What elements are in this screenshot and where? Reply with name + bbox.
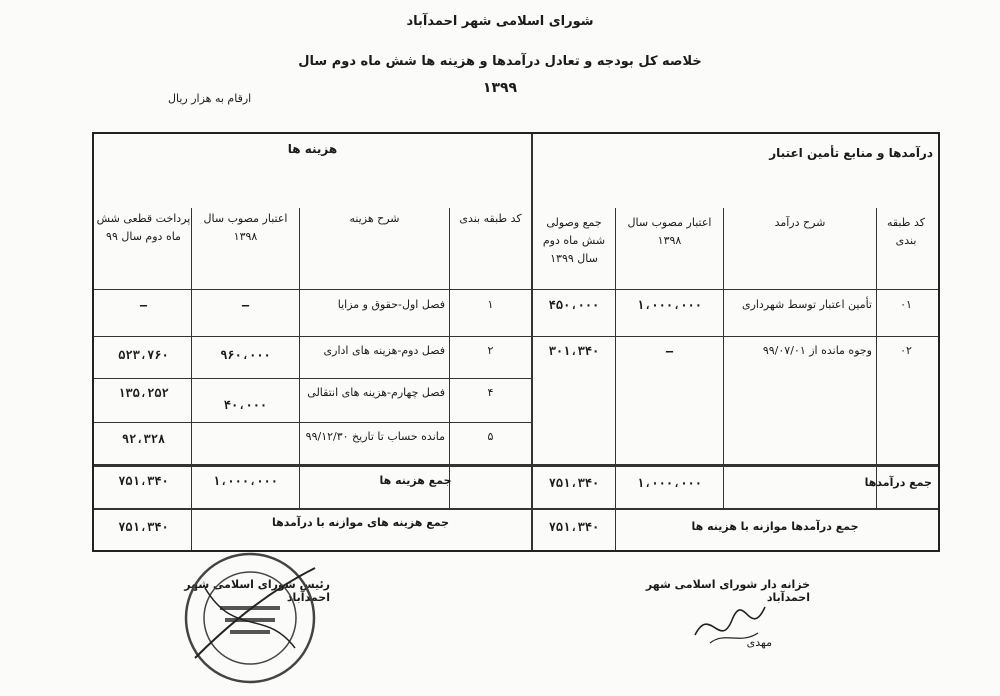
expense-balance-value: ۷۵۱،۳۴۰	[118, 520, 169, 534]
expense-row-approved: ۴۰،۰۰۰	[223, 398, 268, 412]
revenue-row-desc: تأمین اعتبار توسط شهرداری	[741, 298, 872, 311]
expense-col-desc: شرح هزینه	[349, 212, 400, 225]
council-name: شورای اسلامی شهر احمدآباد	[406, 14, 594, 29]
revenue-row-approved: –	[665, 344, 674, 358]
revenue-row-collected: ۴۵۰،۰۰۰	[548, 298, 600, 312]
treasurer-name: مهدی	[746, 636, 772, 649]
expense-row-desc: فصل چهارم-هزینه های انتقالی	[307, 386, 445, 399]
council-stamp	[175, 548, 325, 688]
expense-row-code: ۲	[487, 344, 494, 357]
treasurer-title: خزانه دار شورای اسلامی شهر احمدآباد	[645, 578, 810, 604]
expense-row-code: ۴	[487, 386, 494, 399]
revenue-col-collected: جمع وصولی شش ماه دوم سال ۱۳۹۹	[542, 216, 606, 265]
document-title: خلاصه کل بودجه و تعادل درآمدها و هزینه ها شش ماه دوم سال	[298, 54, 702, 69]
expense-row-approved: –	[241, 298, 250, 312]
revenue-col-code: کد طبقه بندی	[886, 216, 926, 247]
chairman-title: رئیس شورای اسلامی شهر احمدآباد	[184, 578, 330, 604]
revenue-total-approved: ۱،۰۰۰،۰۰۰	[636, 476, 703, 490]
expense-row-desc: فصل اول-حقوق و مزایا	[337, 298, 445, 311]
expense-row-approved: ۹۶۰،۰۰۰	[220, 348, 271, 362]
treasurer-signature	[690, 595, 770, 655]
expense-row-paid: ۱۳۵،۲۵۲	[118, 386, 169, 400]
revenue-balance-label: جمع درآمدها موازنه با هزینه ها	[691, 520, 859, 533]
expense-total-approved: ۱،۰۰۰،۰۰۰	[212, 474, 279, 488]
expense-row-desc: فصل دوم-هزینه های اداری	[323, 344, 445, 357]
revenue-row-desc: وجوه مانده از ۹۹/۰۷/۰۱	[762, 344, 872, 357]
expense-col-paid: پرداخت قطعی شش ماه دوم سال ۹۹	[96, 212, 191, 243]
expense-total-paid: ۷۵۱،۳۴۰	[118, 474, 169, 488]
expense-row-paid: ۹۲،۳۲۸	[121, 432, 166, 446]
revenue-col-approved: اعتبار مصوب سال ۱۳۹۸	[627, 216, 712, 247]
expense-row-paid: ۵۲۳،۷۶۰	[118, 348, 169, 362]
revenue-total-collected: ۷۵۱،۳۴۰	[548, 476, 600, 490]
revenue-total-label: جمع درآمدها	[864, 476, 932, 489]
expense-col-code: کد طبقه بندی	[459, 212, 522, 225]
revenue-row-code: ۰۱	[900, 298, 912, 311]
revenue-row-code: ۰۲	[900, 344, 912, 357]
revenue-col-desc: شرح درآمد	[774, 216, 826, 229]
document-year: ۱۳۹۹	[482, 80, 518, 96]
revenue-section-title: درآمدها و منابع تأمین اعتبار	[769, 146, 933, 160]
expense-row-code: ۱	[487, 298, 494, 311]
expense-section-title: هزینه ها	[287, 142, 338, 156]
revenue-row-collected: ۳۰۱،۳۴۰	[548, 344, 600, 358]
expense-row-desc: مانده حساب تا تاریخ ۹۹/۱۲/۳۰	[305, 430, 445, 443]
expense-row-paid: –	[139, 298, 148, 312]
budget-table	[92, 132, 940, 552]
revenue-row-approved: ۱،۰۰۰،۰۰۰	[636, 298, 703, 312]
expense-balance-label: جمع هزینه های موازنه با درآمدها	[271, 516, 450, 529]
expense-total-label: جمع هزینه ها	[379, 474, 452, 487]
expense-col-approved: اعتبار مصوب سال ۱۳۹۸	[203, 212, 288, 243]
units-note: ارقام به هزار ریال	[168, 92, 252, 105]
revenue-balance-value: ۷۵۱،۳۴۰	[548, 520, 600, 534]
expense-row-code: ۵	[487, 430, 494, 443]
